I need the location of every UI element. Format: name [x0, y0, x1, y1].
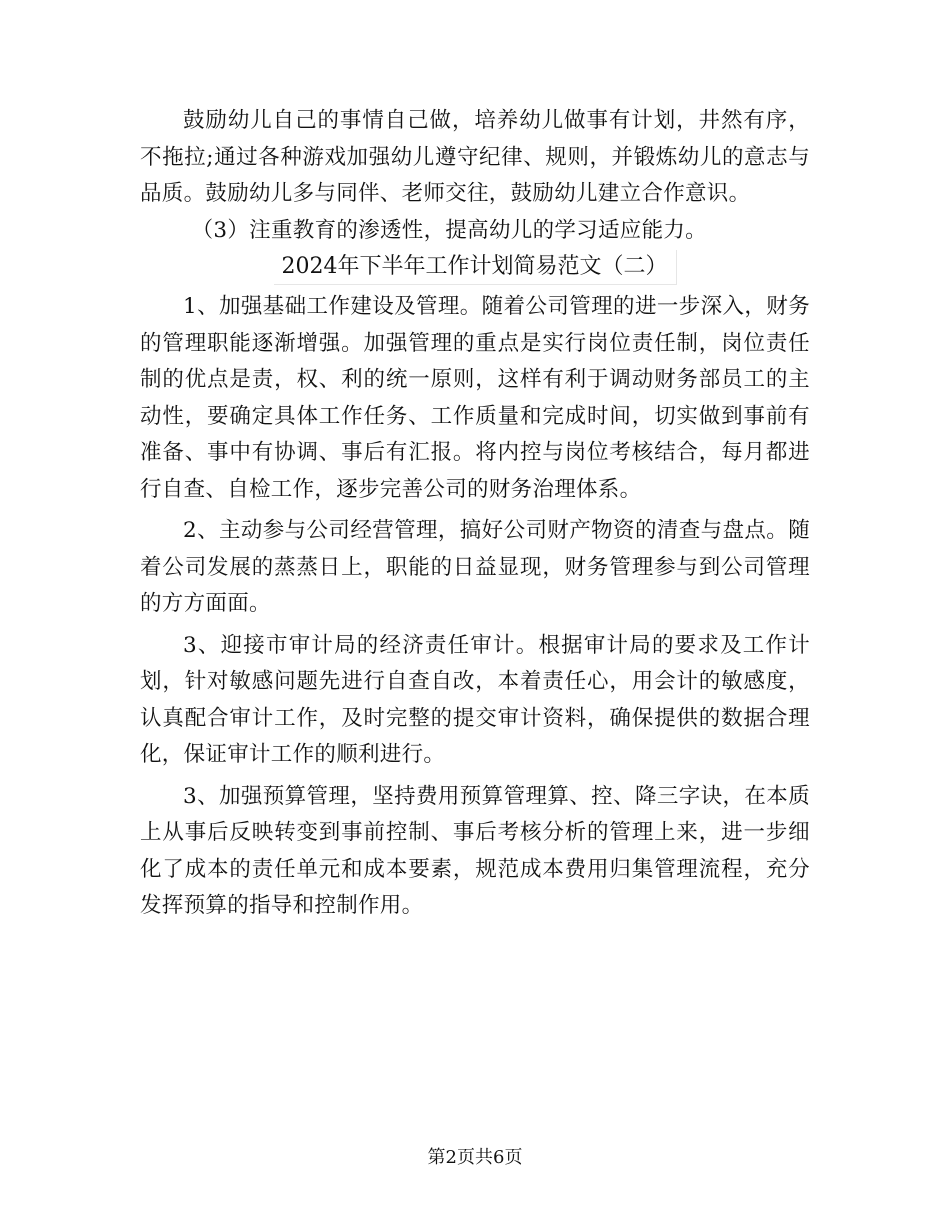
- page-number-footer: 第2页共6页: [427, 1147, 523, 1168]
- body-paragraph-1: 1、加强基础工作建设及管理。随着公司管理的进一步深入，财务的管理职能逐渐增强。加强管理的重点是实行岗位责任制，岗位责任制的优点是责，权、利的统一原则，这样有利于调动财务部员工的主动性，要确定具体工作任务、工作质量和完成时间，切实做到事前有准备、事中有协调、事后有汇报。将内控与岗位考核结合，每月都进行自查、自检工作，逐步完善公司的财务治理体系。: [140, 294, 810, 502]
- intro-paragraph: 鼓励幼儿自己的事情自己做，培养幼儿做事有计划，井然有序，不拖拉;通过各种游戏加强幼儿遵守纪律、规则，并锻炼幼儿的意志与品质。鼓励幼儿多与同伴、老师交往，鼓励幼儿建立合作意识。: [140, 108, 810, 206]
- body-paragraph-4: 3、加强预算管理，坚持费用预算管理算、控、降三字诀，在本质上从事后反映转变到事前控制、事后考核分析的管理上来，进一步细化了成本的责任单元和成本要素，规范成本费用归集管理流程，充分发挥预算的指导和控制作用。: [140, 783, 810, 918]
- section-title-wrapper: [140, 250, 810, 285]
- section-title: 2024年下半年工作计划简易范文（二）: [274, 250, 677, 285]
- document-body: [140, 103, 810, 925]
- body-paragraph-3: 3、迎接市审计局的经济责任审计。根据审计局的要求及工作计划，针对敏感问题先进行自查自改，本着责任心，用会计的敏感度，认真配合审计工作，及时完整的提交审计资料，确保提供的数据合理化，保证审计工作的顺利进行。: [140, 632, 810, 767]
- intro-list-item: （3）注重教育的渗透性，提高幼儿的学习适应能力。: [191, 217, 707, 243]
- body-paragraph-2: 2、主动参与公司经营管理，搞好公司财产物资的清查与盘点。随着公司发展的蒸蒸日上，职能的日益显现，财务管理参与到公司管理的方方面面。: [140, 518, 810, 616]
